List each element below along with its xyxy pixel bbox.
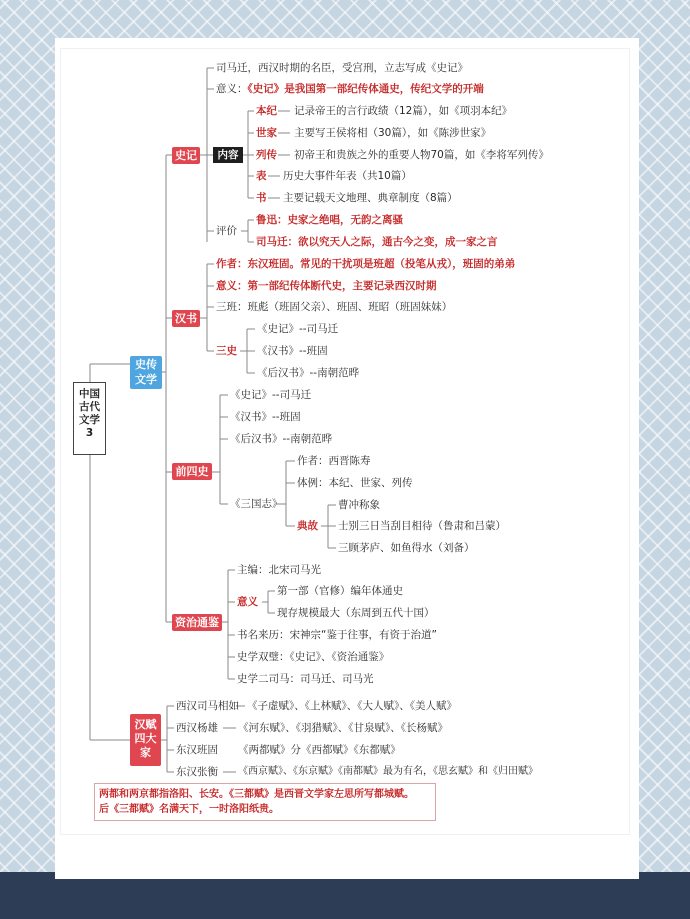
shiji-line2 bbox=[216, 82, 484, 96]
node-qiansishi: 前四史 bbox=[172, 463, 212, 480]
node-shiji: 史记 bbox=[172, 147, 200, 164]
qiansishi-sanguozhi: 《三国志》 bbox=[230, 498, 283, 510]
node-diangu: 典故 bbox=[297, 520, 318, 532]
hanfu-name-2: 西汉杨雄 bbox=[176, 722, 218, 734]
tag-shu: 书 bbox=[256, 192, 267, 204]
node-neirong: 内容 bbox=[213, 147, 243, 163]
shiji-line1: 司马迁，西汉时期的名臣，受宫刑，立志写成《史记》 bbox=[216, 62, 468, 74]
tag-shijia: 世家 bbox=[256, 127, 277, 139]
hanshu-sanban: 三班：班彪（班固父亲）、班固、班昭（班固妹妹） bbox=[216, 301, 453, 313]
hanfu-works-4: 《西京赋》、《东京赋》《南都赋》最为有名，《思玄赋》和《归田赋》 bbox=[238, 766, 538, 777]
tag-biao: 表 bbox=[256, 170, 267, 182]
qiansishi-houhanshu: 《后汉书》--南朝范晔 bbox=[230, 433, 333, 445]
hanfu-name-3: 东汉班固 bbox=[176, 744, 218, 756]
note-box bbox=[94, 783, 436, 821]
node-pingjia: 评价 bbox=[216, 225, 237, 237]
sanshi-houhanshu: 《后汉书》--南朝范晔 bbox=[257, 367, 360, 379]
qiansishi-hanshu: 《汉书》--班固 bbox=[230, 411, 301, 423]
hanshu-meaning: 意义：第一部纪传体断代史，主要记录西汉时期 bbox=[216, 280, 437, 292]
shiji-yiyi-text: 《史记》是我国第一部纪传体通史，传纪文学的开端 bbox=[247, 83, 484, 95]
note-line-1: 两都和两京都指洛阳、长安。《三都赋》是西晋文学家左思所写都城赋。 bbox=[99, 789, 414, 800]
sanguozhi-style: 体例：本纪、世家、列传 bbox=[297, 477, 413, 489]
zizhi-shuangbi: 史学双璧：《史记》、《资治通鉴》 bbox=[237, 651, 390, 663]
hanfu-name-4: 东汉张衡 bbox=[176, 766, 218, 778]
node-hanshu: 汉书 bbox=[172, 310, 200, 327]
note-line-2: 后《三都赋》名满天下，一时洛阳纸贵。 bbox=[99, 804, 279, 815]
zizhi-ersima: 史学二司马：司马迁、司马光 bbox=[237, 673, 374, 685]
pingjia-simaqian: 司马迁：欲以究天人之际，通古今之变，成一家之言 bbox=[256, 236, 498, 248]
pingjia-luxun: 鲁迅：史家之绝唱，无韵之离骚 bbox=[256, 214, 403, 226]
text-benji: 记录帝王的言行政绩（12篇），如《项羽本纪》 bbox=[294, 105, 513, 117]
text-shu: 主要记载天文地理、典章制度（8篇） bbox=[283, 192, 458, 204]
node-sanshi: 三史 bbox=[216, 345, 237, 357]
branch-shizhuan: 史传 文学 bbox=[130, 356, 162, 389]
footer-band bbox=[0, 872, 690, 919]
sanshi-hanshu: 《汉书》--班固 bbox=[257, 345, 328, 357]
diangu-2: 士别三日当刮目相待（鲁肃和吕蒙） bbox=[338, 520, 506, 532]
hanfu-name-1: 西汉司马相如 bbox=[176, 700, 239, 712]
zizhi-yiyi-1: 第一部（官修）编年体通史 bbox=[277, 585, 403, 597]
zizhi-zhubian: 主编：北宋司马光 bbox=[237, 564, 321, 576]
node-zizhitongjian: 资治通鉴 bbox=[172, 614, 222, 631]
diangu-3: 三顾茅庐、如鱼得水（刘备） bbox=[338, 542, 475, 554]
zizhi-source: 书名来历：宋神宗“鉴于往事，有资于治道” bbox=[237, 629, 437, 641]
text-biao: 历史大事件年表（共10篇） bbox=[283, 170, 412, 182]
hanfu-works-2: 《河东赋》、《羽猎赋》、《甘泉赋》、《长杨赋》 bbox=[238, 722, 448, 734]
qiansishi-shiji: 《史记》--司马迁 bbox=[230, 389, 312, 401]
hanfu-works-1: 《子虚赋》、《上林赋》、《大人赋》、《美人赋》 bbox=[247, 700, 457, 712]
root-node: 中国 古代 文学 3 bbox=[73, 382, 106, 455]
shiji-yiyi-prefix: 意义： bbox=[216, 83, 248, 95]
node-zizhi-yiyi: 意义 bbox=[237, 596, 258, 608]
text-liezhuan: 初帝王和贵族之外的重要人物70篇，如《李将军列传》 bbox=[294, 149, 549, 161]
hanfu-works-3: 《两都赋》分《西都赋》《东都赋》 bbox=[238, 744, 401, 756]
tag-liezhuan: 列传 bbox=[256, 149, 277, 161]
sanguozhi-author: 作者：西晋陈寿 bbox=[297, 455, 371, 467]
zizhi-yiyi-2: 现存规模最大（东周到五代十国） bbox=[277, 607, 435, 619]
tag-benji: 本纪 bbox=[256, 105, 277, 117]
text-shijia: 主要写王侯将相（30篇），如《陈涉世家》 bbox=[294, 127, 492, 139]
hanshu-author: 作者：东汉班固。常见的干扰项是班超（投笔从戎），班固的弟弟 bbox=[216, 258, 516, 270]
branch-hanfu: 汉赋 四大 家 bbox=[130, 714, 161, 766]
diangu-1: 曹冲称象 bbox=[338, 499, 380, 511]
sanshi-shiji: 《史记》--司马迁 bbox=[257, 323, 339, 335]
